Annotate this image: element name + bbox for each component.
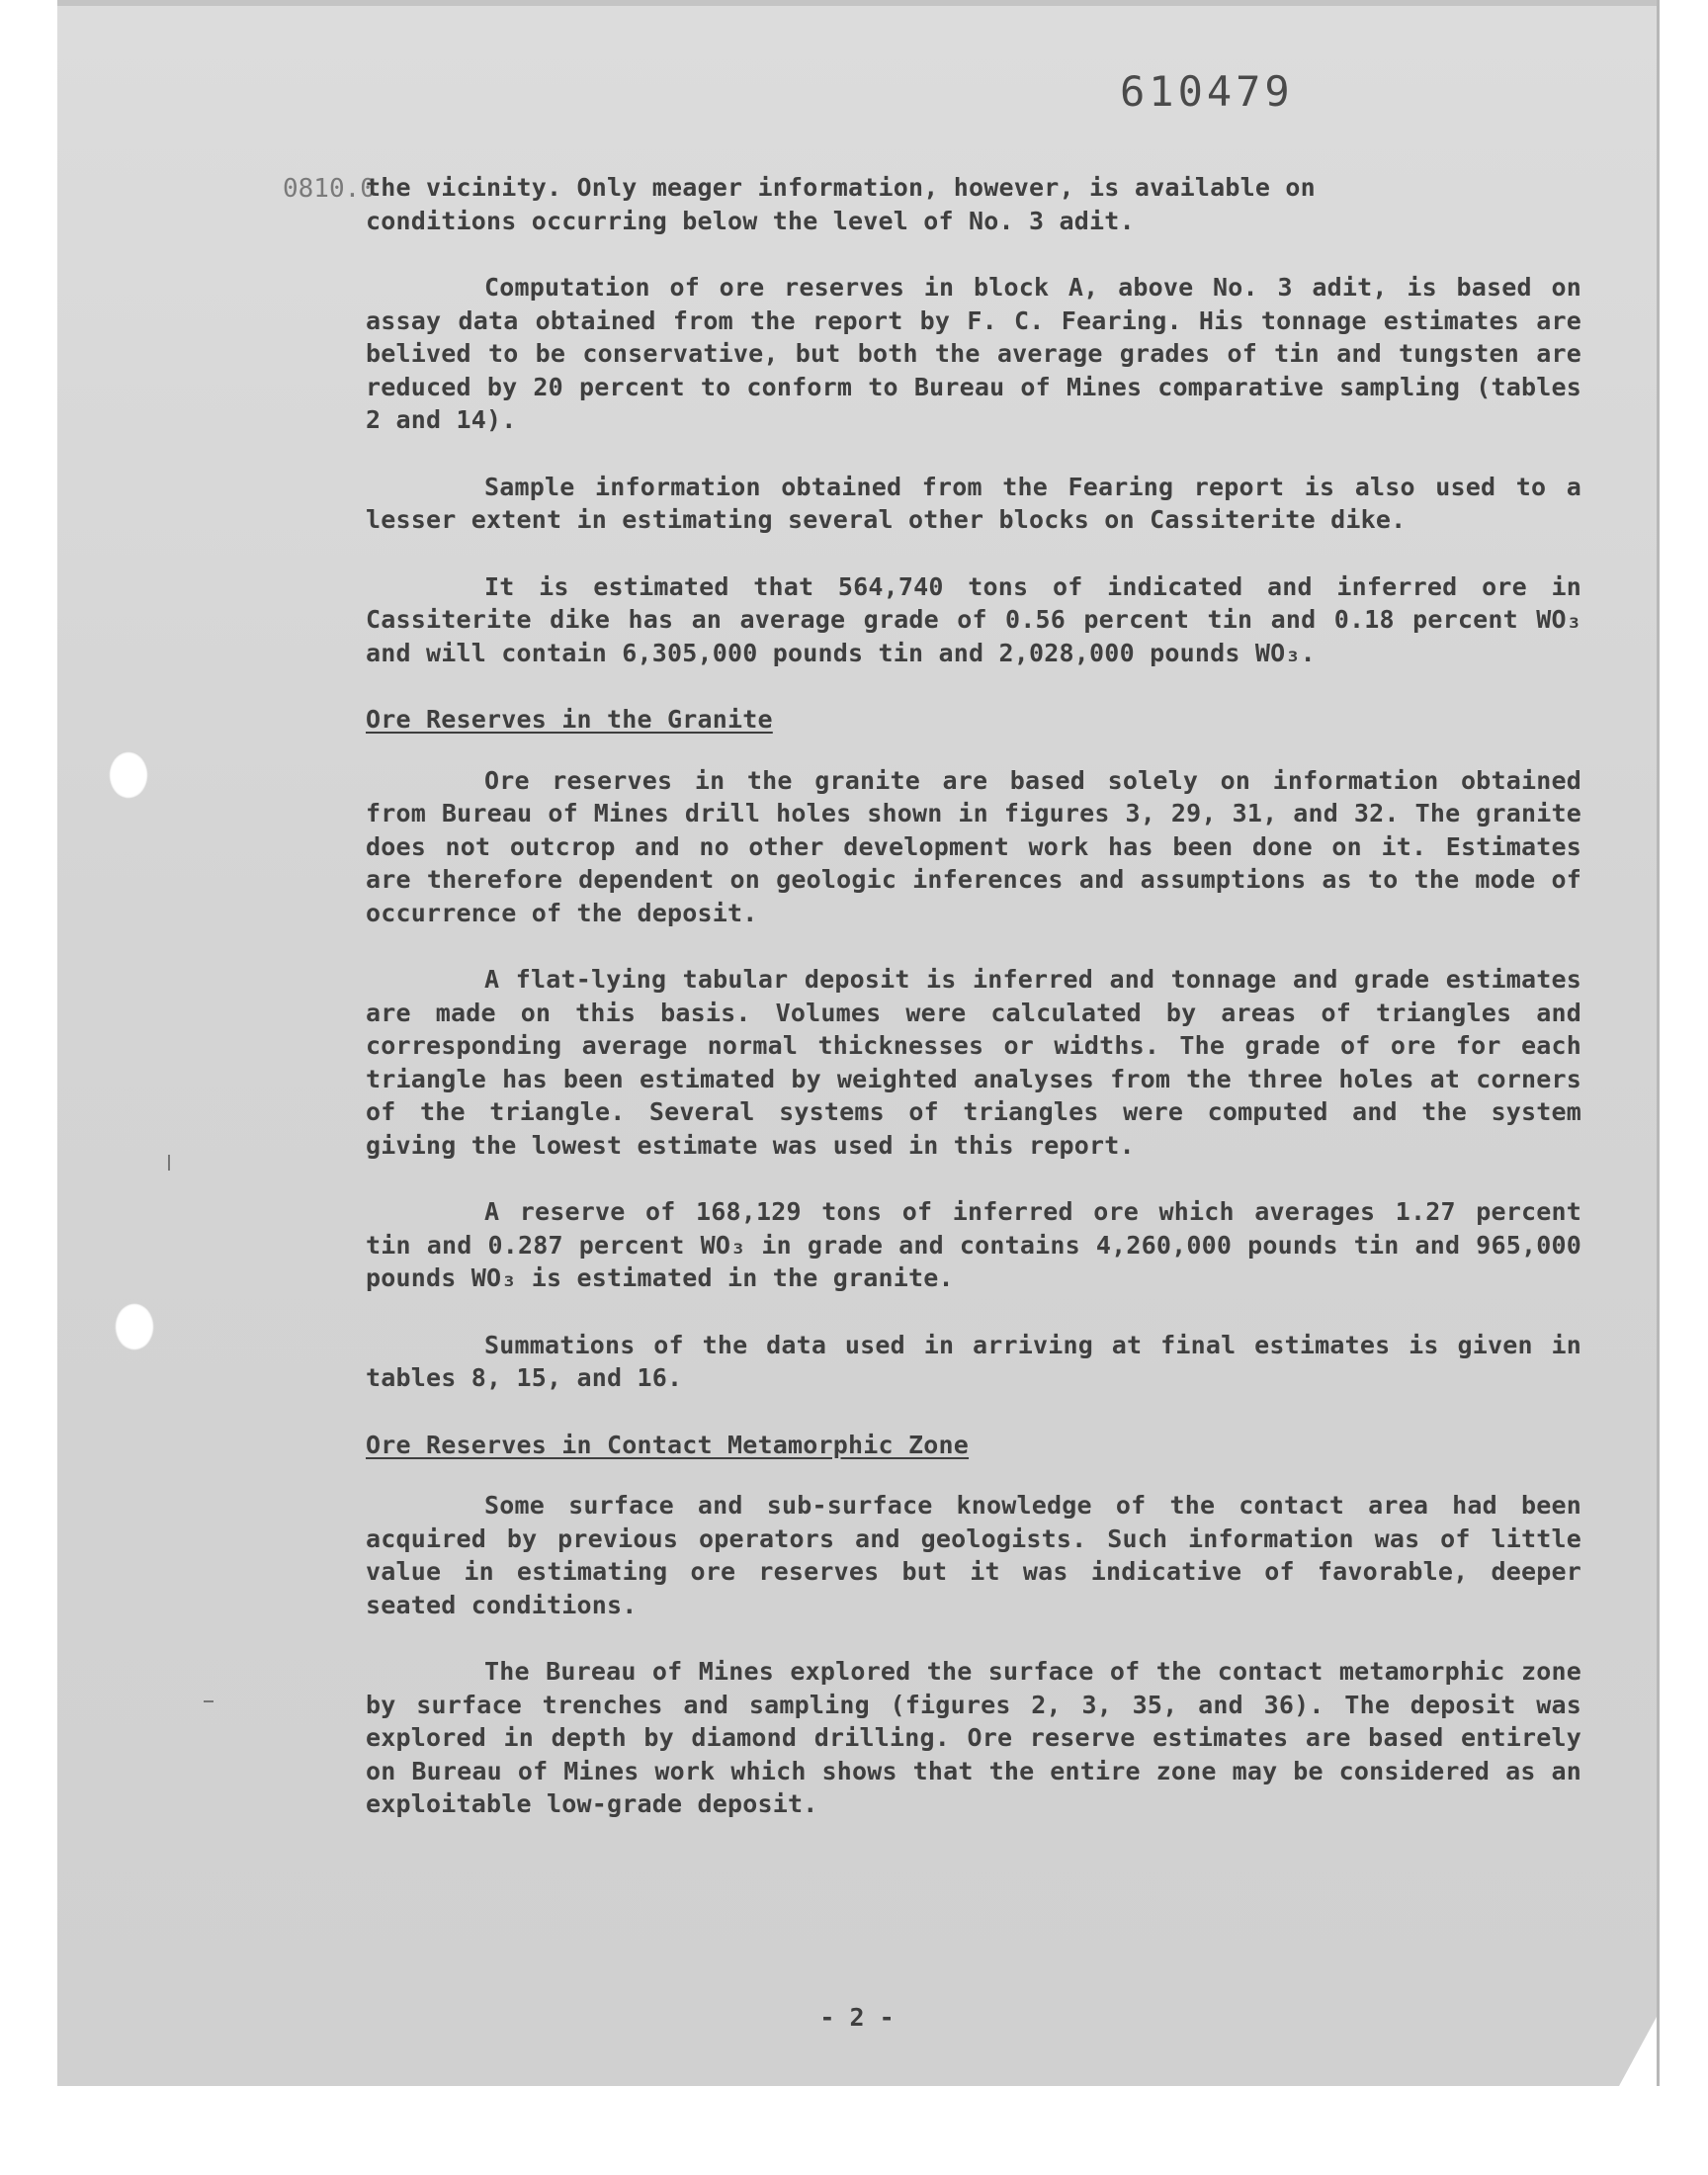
punch-hole-icon: [109, 751, 148, 799]
section-heading: Ore Reserves in Contact Metamorphic Zone: [366, 1430, 970, 1459]
document-page: [57, 0, 1660, 2086]
paragraph: A flat-lying tabular deposit is inferred and tonnage and grade estimates are made on this basis. Volumes were calculated by areas of triangles and corresponding average normal thicknesses or widths. The grade of ore for each triangle has been estimated by weighted analyses from the three holes at corners of the triangle. Several systems of triangles were computed and the system giving the lowest estimate was used in this report.: [366, 965, 1581, 1160]
stamp-number: 610479: [1120, 67, 1294, 116]
section-heading: Ore Reserves in the Granite: [366, 705, 773, 734]
margin-tick: [168, 1155, 170, 1171]
margin-tick: [204, 1700, 214, 1702]
paragraph: It is estimated that 564,740 tons of indicated and inferred ore in Cassiterite dike has an average grade of 0.56 percent tin and 0.18 percent WO₃ and will contain 6,305,000 pounds tin and 2,028,000 pounds WO₃.: [366, 571, 1581, 667]
paragraph: Ore reserves in the granite are based solely on information obtained from Bureau of Mines drill holes shown in figures 3, 29, 31, and 32. The granite does not outcrop and no other development work has been done on it. Estimates are therefore dependent on geologic inferences and assumptions as to the mode of occurrence of the deposit.: [366, 765, 1581, 927]
page-footer: - 2 -: [819, 2003, 895, 2032]
paragraph: The Bureau of Mines explored the surface of the contact metamorphic zone by surface trenches and sampling (figures 2, 3, 35, and 36). The deposit was explored in depth by diamond drilling. Ore reserve estimates are based entirely on Bureau of Mines work which shows that the entire zone may be considered as an exploitable low-grade deposit.: [366, 1657, 1581, 1818]
paragraph: A reserve of 168,129 tons of inferred ore which averages 1.27 percent tin and 0.287 percent WO₃ in grade and contains 4,260,000 pounds tin and 965,000 pounds WO₃ is estimated in the granite.: [366, 1197, 1581, 1292]
punch-hole-icon: [115, 1303, 154, 1350]
body-text: [366, 171, 1581, 1855]
folded-corner: [1619, 2017, 1657, 2086]
page-edge: [57, 0, 1657, 6]
paragraph: Computation of ore reserves in block A, above No. 3 adit, is based on assay data obtained from the report by F. C. Fearing. His tonnage estimates are belived to be conservative, but both the average grades of tin and tungsten are reduced by 20 percent to conform to Bureau of Mines comparative sampling (tables 2 and 14).: [366, 273, 1581, 434]
paragraph: Some surface and sub-surface knowledge of the contact area had been acquired by previous operators and geologists. Such information was of little value in estimating ore reserves but it was indicative of favorable, deeper seated conditions.: [366, 1491, 1581, 1619]
paragraph: the vicinity. Only meager information, however, is available on conditions occurring below the level of No. 3 adit.: [366, 173, 1316, 235]
paragraph: Summations of the data used in arriving at final estimates is given in tables 8, 15, and 16.: [366, 1330, 1581, 1392]
paragraph: Sample information obtained from the Fearing report is also used to a lesser extent in estimating several other blocks on Cassiterite dike.: [366, 472, 1581, 534]
margin-mark: 0810.0: [283, 174, 376, 204]
